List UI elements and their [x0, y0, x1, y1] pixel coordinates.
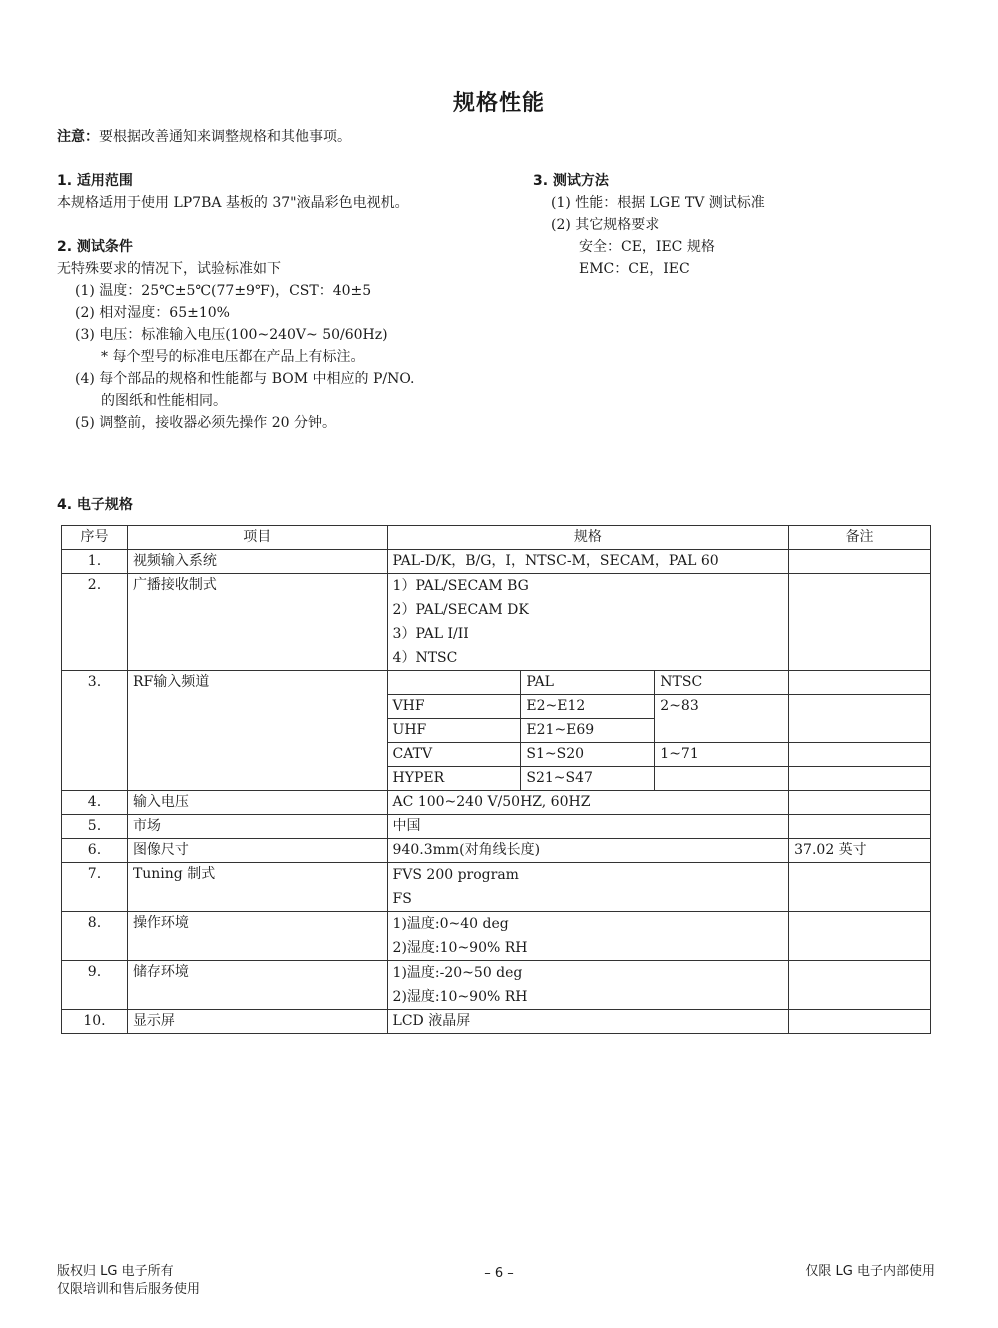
table-row	[62, 550, 931, 574]
row-no: 10.	[62, 1010, 128, 1034]
table-header-row	[62, 526, 931, 550]
row-no: 7.	[62, 863, 128, 912]
row-spec	[387, 574, 789, 671]
section-text: 无特殊要求的情况下，试验标准如下	[57, 261, 281, 277]
row-remark	[789, 574, 931, 671]
row-item: RF输入频道	[127, 671, 387, 791]
row-spec: 中国	[387, 815, 789, 839]
row-no: 5.	[62, 815, 128, 839]
spec-line: 2)湿度:10~90% RH	[392, 989, 528, 1005]
spec-line: 3）PAL I/II	[392, 626, 469, 642]
row-remark	[789, 791, 931, 815]
row-no: 4.	[62, 791, 128, 815]
row-item: 图像尺寸	[127, 839, 387, 863]
row-remark	[789, 912, 931, 961]
section-text: 本规格适用于使用 LP7BA 基板的 37"液晶彩色电视机。	[57, 195, 409, 211]
row-item: Tuning 制式	[127, 863, 387, 912]
page-number: – 6 –	[484, 1266, 514, 1281]
list-item: (3) 电压：标准输入电压(100~240V~ 50/60Hz)	[75, 327, 388, 343]
rf-band: HYPER	[387, 767, 521, 791]
header-cell: 序号	[62, 526, 128, 550]
table-row	[62, 671, 931, 695]
rf-ntsc: 1~71	[655, 743, 789, 767]
row-no: 3.	[62, 671, 128, 791]
rf-ntsc: 2~83	[655, 695, 789, 743]
table-row	[62, 791, 931, 815]
row-remark	[789, 767, 931, 791]
list-item: (2) 相对湿度：65±10%	[75, 305, 230, 321]
row-item: 显示屏	[127, 1010, 387, 1034]
rf-band: VHF	[387, 695, 521, 719]
spec-line: 1)温度:-20~50 deg	[392, 965, 523, 981]
rf-band: CATV	[387, 743, 521, 767]
row-item: 视频输入系统	[127, 550, 387, 574]
list-item-cont: 的图纸和性能相同。	[101, 393, 227, 409]
section-heading: 2. 测试条件	[57, 239, 133, 255]
row-no: 8.	[62, 912, 128, 961]
footer-copyright: 版权归 LG 电子所有	[57, 1264, 174, 1279]
section-test-method	[533, 170, 765, 280]
row-spec	[387, 863, 789, 912]
note-text: 要根据改善通知来调整规格和其他事项。	[99, 129, 351, 145]
list-item: (2) 其它规格要求	[551, 217, 660, 233]
row-remark	[789, 671, 931, 695]
rf-pal: S21~S47	[521, 767, 655, 791]
spec-line: 4）NTSC	[392, 650, 458, 666]
row-spec: 940.3mm(对角线长度)	[387, 839, 789, 863]
list-item: (4) 每个部品的规格和性能都与 BOM 中相应的 P/NO.	[75, 371, 415, 387]
rf-pal: S1~S20	[521, 743, 655, 767]
list-item-sub: 安全：CE，IEC 规格	[579, 239, 715, 255]
spec-line: FS	[392, 891, 412, 907]
section-scope	[57, 170, 409, 214]
rf-cell	[387, 671, 521, 695]
table-row	[62, 912, 931, 961]
row-item: 储存环境	[127, 961, 387, 1010]
note	[57, 126, 351, 146]
section-heading: 1. 适用范围	[57, 173, 133, 189]
spec-line: 1)温度:0~40 deg	[392, 916, 509, 932]
table-row	[62, 815, 931, 839]
table-row	[62, 863, 931, 912]
spec-line: 1）PAL/SECAM BG	[392, 578, 529, 594]
footer-right: 仅限 LG 电子内部使用	[805, 1264, 935, 1279]
table-row	[62, 961, 931, 1010]
spec-line: 2)湿度:10~90% RH	[392, 940, 528, 956]
list-item-sub: EMC：CE，IEC	[579, 261, 690, 277]
rf-header-pal: PAL	[521, 671, 655, 695]
table-row	[62, 1010, 931, 1034]
row-item: 输入电压	[127, 791, 387, 815]
list-item-note: * 每个型号的标准电压都在产品上有标注。	[101, 349, 365, 365]
header-cell: 备注	[789, 526, 931, 550]
list-item: (1) 温度：25℃±5℃(77±9℉)，CST：40±5	[75, 283, 372, 299]
row-no: 2.	[62, 574, 128, 671]
list-item: (5) 调整前，接收器必须先操作 20 分钟。	[75, 415, 336, 431]
rf-header-ntsc: NTSC	[655, 671, 789, 695]
row-remark	[789, 550, 931, 574]
row-spec: AC 100~240 V/50HZ, 60HZ	[387, 791, 789, 815]
row-remark	[789, 815, 931, 839]
row-item: 广播接收制式	[127, 574, 387, 671]
row-spec: PAL-D/K，B/G，I，NTSC-M，SECAM，PAL 60	[387, 550, 789, 574]
row-item: 市场	[127, 815, 387, 839]
row-item: 操作环境	[127, 912, 387, 961]
page-title: 规格性能	[452, 91, 545, 116]
note-label: 注意：	[57, 129, 99, 145]
row-remark	[789, 695, 931, 743]
row-spec: LCD 液晶屏	[387, 1010, 789, 1034]
header-cell: 项目	[127, 526, 387, 550]
row-remark	[789, 743, 931, 767]
row-no: 1.	[62, 550, 128, 574]
row-remark	[789, 863, 931, 912]
row-remark	[789, 961, 931, 1010]
spec-table	[61, 525, 931, 1034]
row-remark	[789, 1010, 931, 1034]
spec-line: FVS 200 program	[392, 867, 519, 883]
section-heading: 4. 电子规格	[57, 497, 133, 513]
spec-line: 2）PAL/SECAM DK	[392, 602, 529, 618]
footer-usage: 仅限培训和售后服务使用	[57, 1282, 201, 1297]
rf-pal: E21~E69	[521, 719, 655, 743]
rf-ntsc	[655, 767, 789, 791]
list-item: (1) 性能：根据 LGE TV 测试标准	[551, 195, 765, 211]
rf-band: UHF	[387, 719, 521, 743]
row-no: 9.	[62, 961, 128, 1010]
row-no: 6.	[62, 839, 128, 863]
row-spec	[387, 912, 789, 961]
table-row	[62, 574, 931, 671]
rf-pal: E2~E12	[521, 695, 655, 719]
header-cell: 规格	[387, 526, 789, 550]
row-remark: 37.02 英寸	[789, 839, 931, 863]
section-test-conditions	[57, 236, 415, 434]
section-heading: 3. 测试方法	[533, 173, 609, 189]
row-spec	[387, 961, 789, 1010]
table-row	[62, 839, 931, 863]
